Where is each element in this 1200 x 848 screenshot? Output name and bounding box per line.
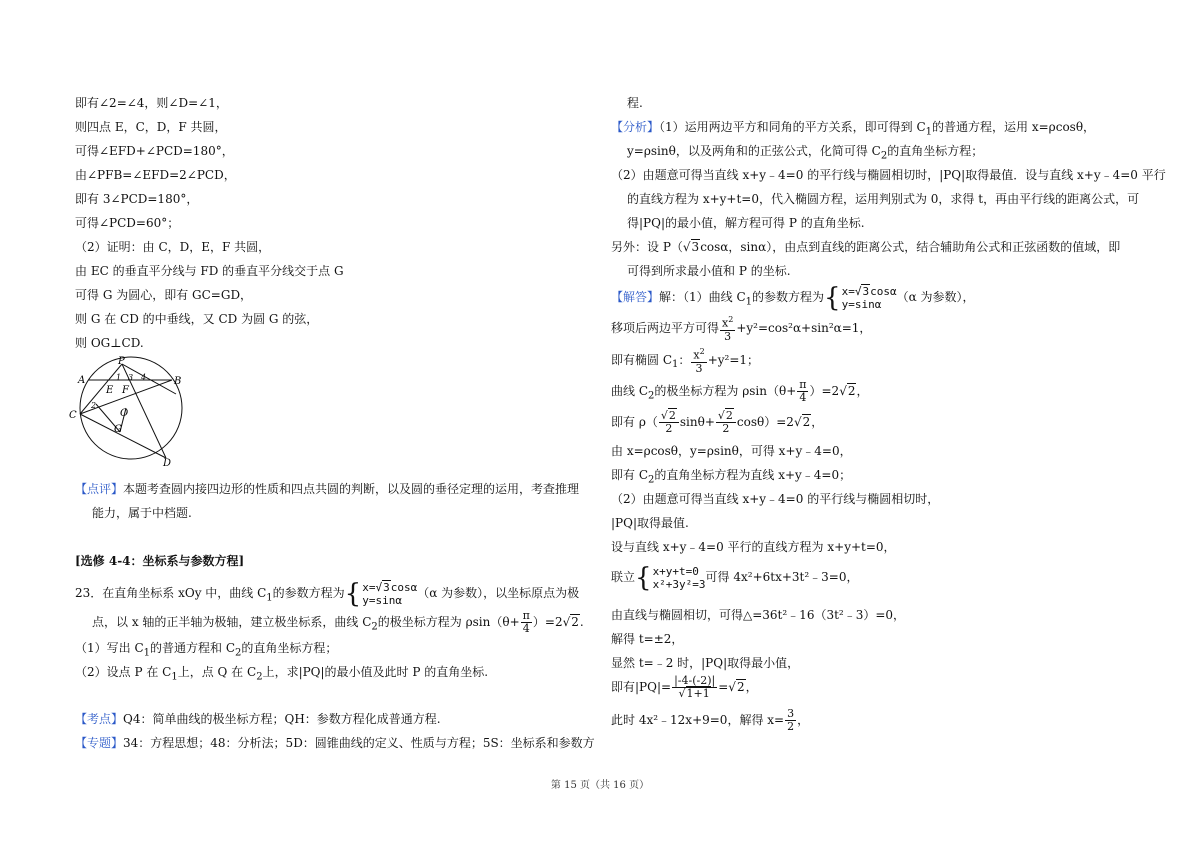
label-a: A bbox=[78, 375, 86, 386]
label-3: 3 bbox=[128, 373, 134, 382]
lingwai-line: 可得到所求最小值和 P 的坐标. bbox=[627, 264, 791, 278]
lingwai-line: 另外：设 P（√3cosα，sinα），由点到直线的距离公式，结合辅助角公式和正弦函数的值域，即 bbox=[611, 240, 1121, 254]
fenxi-line: y=ρsinθ，以及两角和的正弦公式，化简可得 $C_2$的直角坐标方程； bbox=[627, 144, 984, 162]
fenxi-line: （2）由题意可得当直线 x+y﹣4=0 的平行线与椭圆相切时，|PQ|取得最值．设与直线 x+y﹣4=0 平行 bbox=[611, 168, 1166, 182]
proof-line: 由 EC 的垂直平分线与 FD 的垂直平分线交于点 G bbox=[75, 264, 344, 278]
label-4: 4 bbox=[141, 373, 147, 382]
page-footer: 第 15 页（共 16 页） bbox=[550, 780, 650, 791]
jieda-line: 【解答】解：（1）曲线 $C_1$的参数方程为 { x=√3cosα y=sinα （α 为参数）， bbox=[611, 282, 975, 313]
solution-line: |PQ|取得最值. bbox=[611, 516, 689, 530]
zhuanti-tag: 【专题】 bbox=[75, 736, 124, 750]
label-o: O bbox=[120, 408, 129, 419]
fenxi-line: 的直线方程为 x+y+t=0，代入椭圆方程，运用判别式为 0，求得 t，再由平行线的距离公式，可 bbox=[627, 192, 1140, 206]
question-23-line: 23．在直角坐标系 xOy 中，曲线 $C_1$的参数方程为 { x=√3cosα y=sinα （α 为参数），以坐标原点为极 bbox=[75, 578, 580, 609]
label-f: F bbox=[122, 385, 129, 396]
solution-line: 联立 { x+y+t=0 x²+3y²=3 可得 4x²+6tx+3t²﹣3=0， bbox=[611, 562, 859, 593]
zhuanti-line: 【专题】34：方程思想；48：分析法；5D：圆锥曲线的定义、性质与方程；5S：坐标系和参数方 bbox=[75, 736, 595, 750]
label-g: G bbox=[114, 424, 122, 435]
proof-line: 可得 G 为圆心，即有 GC=GD， bbox=[75, 288, 253, 302]
solution-line: 此时 4x²﹣12x+9=0，解得 x= $\frac{3}{2}$ ， bbox=[611, 707, 810, 733]
solution-line: 即有椭圆 $C_1$： $\frac{x^2}{3}$ +y²=1； bbox=[611, 347, 760, 375]
param-equation-system: { x=√3cosα y=sinα bbox=[824, 282, 897, 313]
proof-line: 即有 3∠PCD=180°， bbox=[75, 192, 199, 206]
proof-line: 即有∠2=∠4，则∠D=∠1， bbox=[75, 96, 228, 110]
fenxi-tag: 【分析】 bbox=[611, 120, 660, 134]
solution-line: 由直线与椭圆相切，可得△=36t²﹣16（3t²﹣3）=0， bbox=[611, 608, 906, 622]
proof-line: 由∠PFB=∠EFD=2∠PCD， bbox=[75, 168, 236, 182]
label-e: E bbox=[106, 385, 114, 396]
label-p: P bbox=[118, 356, 125, 367]
solution-line: （2）由题意可得当直线 x+y﹣4=0 的平行线与椭圆相切时， bbox=[611, 492, 940, 506]
proof-line: 则 G 在 CD 的中垂线，又 CD 为圆 G 的弦， bbox=[75, 312, 319, 326]
label-b: B bbox=[174, 376, 182, 387]
proof-line: （2）证明：由 C，D，E，F 共圆， bbox=[75, 240, 271, 254]
sub-question-2: （2）设点 P 在 $C_1$上，点 Q 在 $C_2$上，求|PQ|的最小值及此时 P 的直角坐标. bbox=[75, 665, 489, 683]
fenxi-line: 得|PQ|的最小值，解方程可得 P 的直角坐标. bbox=[627, 216, 865, 230]
fenxi-line: 【分析】（1）运用两边平方和同角的平方关系，即可得到 $C_1$的普通方程，运用 x=ρcosθ， bbox=[611, 120, 1096, 138]
solution-line: 即有 ρ（ $\frac{√2}{2}$ sinθ+ $\frac{√2}{2}$ cosθ）=2√2， bbox=[611, 409, 824, 435]
solution-line: 显然 t=﹣2 时，|PQ|取得最小值， bbox=[611, 656, 800, 670]
proof-line: 则四点 E，C，D，F 共圆， bbox=[75, 120, 227, 134]
solution-line: 解得 t=±2， bbox=[611, 632, 684, 646]
sub-question-1: （1）写出 $C_1$的普通方程和 $C_2$的直角坐标方程； bbox=[75, 641, 338, 659]
dianping-line: 【点评】本题考查圆内接四边形的性质和四点共圆的判断，以及圆的垂径定理的运用，考查推理 bbox=[75, 482, 580, 496]
jieda-tag: 【解答】 bbox=[611, 290, 660, 304]
question-23-line: 点，以 x 轴的正半轴为极轴，建立极坐标系，曲线 $C_2$的极坐标方程为 ρsin（θ+ $\frac{\pi}{4}$ ）=2√2. bbox=[92, 609, 584, 635]
equation-system: { x+y+t=0 x²+3y²=3 bbox=[635, 562, 706, 593]
section-heading: [选修 4-4：坐标系与参数方程] bbox=[75, 554, 245, 568]
proof-line: 可得∠EFD+∠PCD=180°， bbox=[75, 144, 234, 158]
circle-geometry-figure bbox=[66, 356, 196, 468]
solution-line: 即有|PQ|= $\frac{|-4-(-2)|}{√1+1}$ =√2， bbox=[611, 674, 758, 700]
dianping-line: 能力，属于中档题. bbox=[92, 506, 192, 520]
kaodian-tag: 【考点】 bbox=[75, 712, 124, 726]
solution-line: 设与直线 x+y﹣4=0 平行的直线方程为 x+y+t=0， bbox=[611, 540, 896, 554]
solution-line: 即有 $C_2$的直角坐标方程为直线 x+y﹣4=0； bbox=[611, 468, 852, 486]
param-equation-system: { x=√3cosα y=sinα bbox=[344, 578, 418, 609]
solution-line: 曲线 $C_2$的极坐标方程为 ρsin（θ+ $\frac{\pi}{4}$ ）=2√2， bbox=[611, 378, 869, 404]
proof-line: 可得∠PCD=60°； bbox=[75, 216, 180, 230]
label-2: 2 bbox=[91, 401, 97, 410]
kaodian-line: 【考点】Q4：简单曲线的极坐标方程；QH：参数方程化成普通方程. bbox=[75, 712, 441, 726]
solution-line: 移项后两边平方可得 $\frac{x^2}{3}$ +y²=cos²α+sin²α=1， bbox=[611, 315, 872, 343]
dianping-tag: 【点评】 bbox=[75, 482, 124, 496]
proof-line: 则 OG⊥CD. bbox=[75, 336, 144, 350]
label-c: C bbox=[69, 410, 77, 421]
continuation-line: 程. bbox=[627, 96, 643, 110]
label-1: 1 bbox=[116, 373, 122, 382]
solution-line: 由 x=ρcosθ，y=ρsinθ，可得 x+y﹣4=0， bbox=[611, 444, 852, 458]
label-d: D bbox=[163, 458, 172, 468]
